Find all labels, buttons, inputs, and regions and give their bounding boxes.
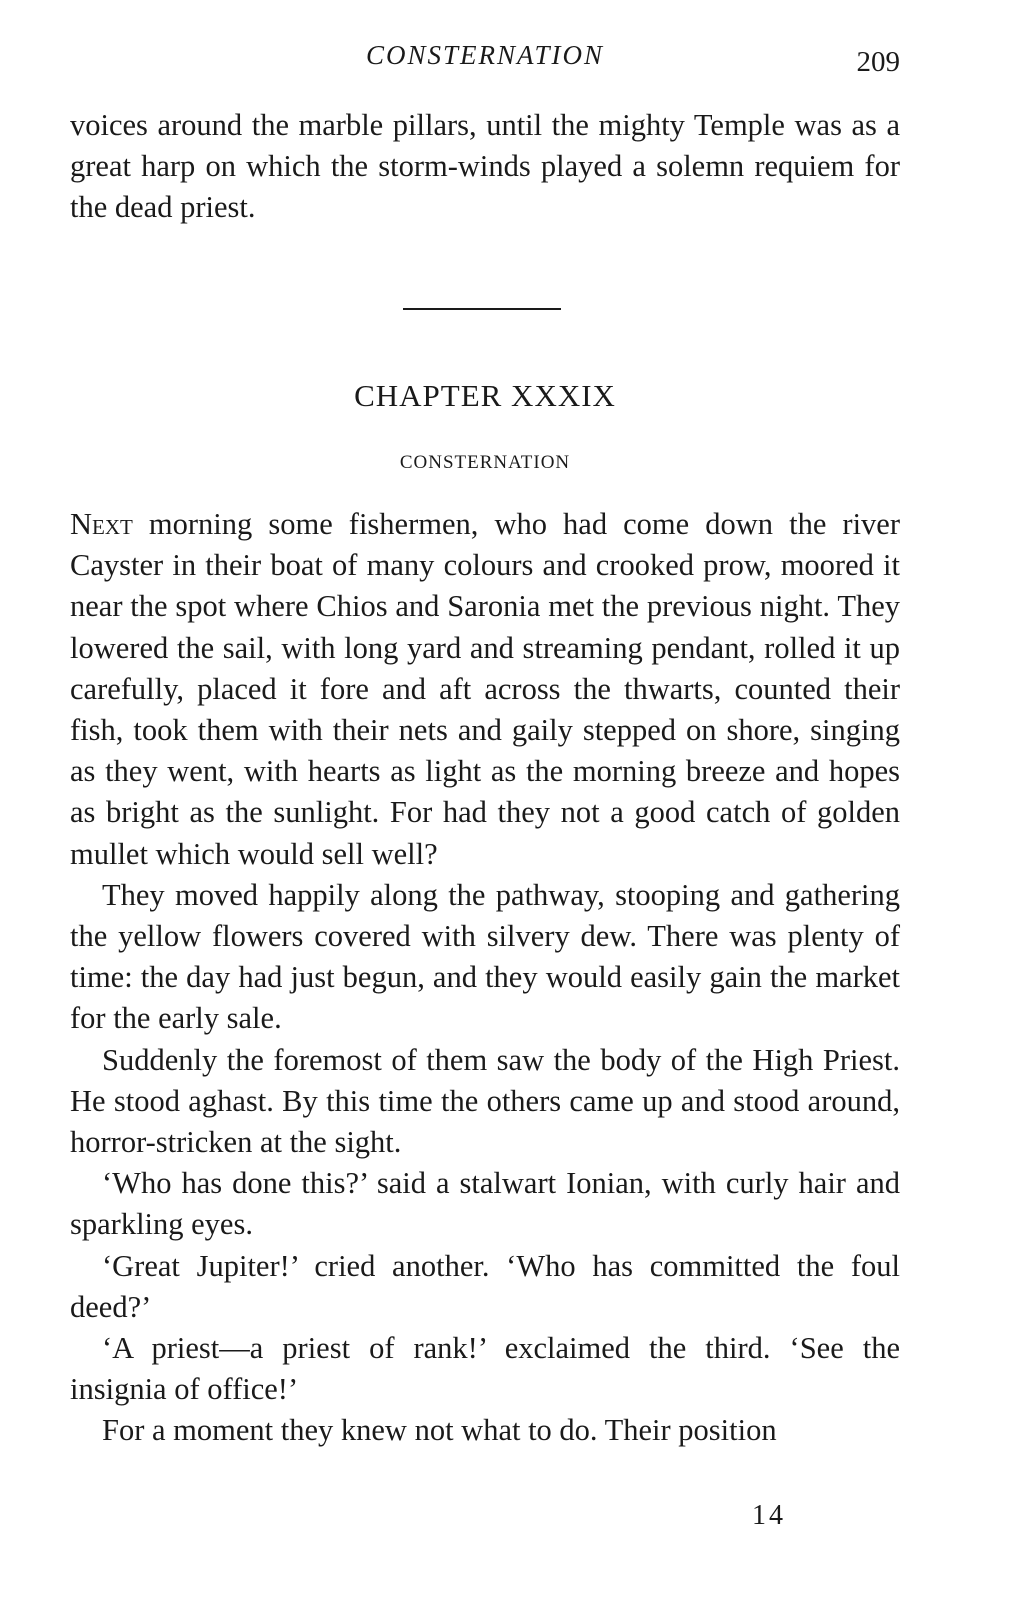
paragraph: For a moment they knew not what to do. Their position (102, 1413, 777, 1448)
continuation-paragraph: voices around the marble pillars, until the mighty Temple was as a great harp on which the storm-winds played a solemn requiem for the dead priest. (70, 108, 900, 225)
page-number: 209 (856, 46, 900, 78)
paragraph: ‘Great Jupiter!’ cried another. ‘Who has committed the foul deed?’ (70, 1248, 900, 1324)
chapter-subtitle: CONSTERNATION (399, 452, 571, 473)
running-header (70, 40, 900, 80)
opening-word: Next (70, 507, 133, 541)
chapter-body (70, 504, 900, 1452)
signature-mark: 14 (752, 1500, 786, 1531)
paragraph: They moved happily along the pathway, stooping and gathering the yellow flowers covered with silvery dew. There was plenty of time: the day had just begun, and they would easily gain the market for the early sale. (70, 877, 900, 1036)
section-divider-rule (403, 308, 561, 310)
continuation-paragraph-block (70, 105, 900, 229)
paragraph: ‘Who has done this?’ said a stalwart Ionian, with curly hair and sparkling eyes. (70, 1166, 900, 1242)
running-title: CONSTERNATION (365, 40, 605, 70)
paragraph: ‘A priest—a priest of rank!’ exclaimed the third. ‘See the insignia of office!’ (70, 1331, 900, 1407)
opening-paragraph-text: morning some fishermen, who had come down the river Cayster in their boat of many colours and crooked prow, moored it near the spot where Chios and Saronia met the previous night. They lowered the sail, with long yard and streaming pendant, rolled it up carefully, placed it fore and aft across the thwarts, counted their fish, took them with their nets and gaily stepped on shore, singing as they went, with hearts as light as the morning breeze and hopes as bright as the sunlight. For had they not a good catch of golden mullet which would sell well? (70, 507, 900, 871)
chapter-heading: CHAPTER XXXIX (354, 378, 616, 413)
paragraph: Suddenly the foremost of them saw the body of the High Priest. He stood aghast. By this time the others came up and stood around, horror-stricken at the sight. (70, 1042, 900, 1160)
paragraph-opening (70, 504, 900, 875)
